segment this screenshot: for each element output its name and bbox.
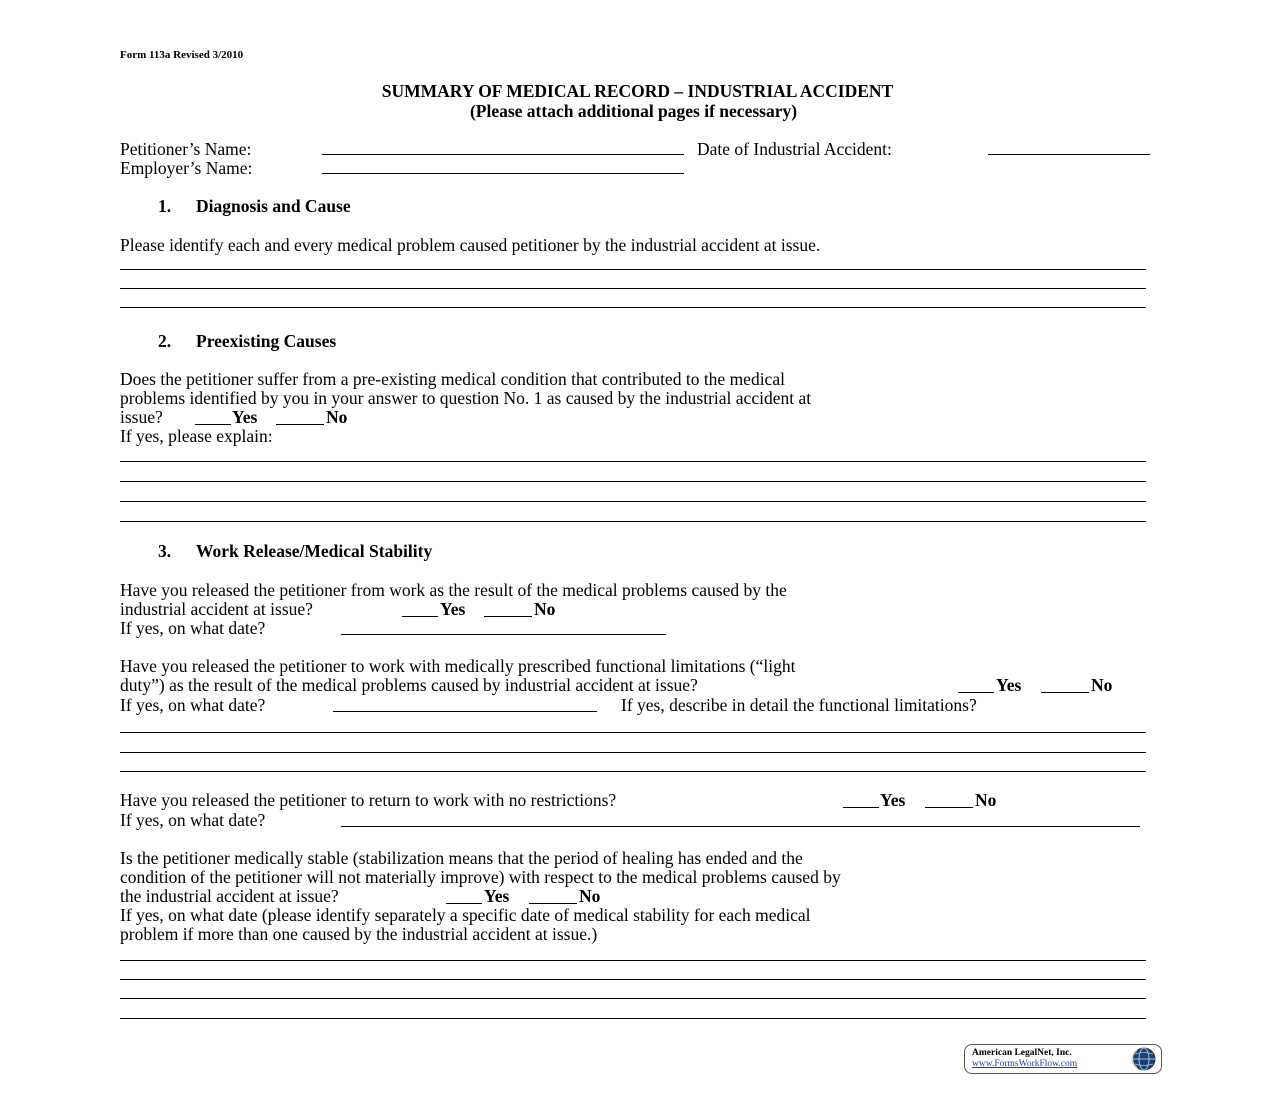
stability-no-blank[interactable] xyxy=(529,903,577,904)
light-duty-question-line-1: Have you released the petitioner to work with medically prescribed functional limitations (“light xyxy=(120,656,796,676)
form-title: SUMMARY OF MEDICAL RECORD – INDUSTRIAL ACCIDENT xyxy=(381,81,894,101)
preexisting-no-blank[interactable] xyxy=(276,424,324,425)
light-duty-yes-label: Yes xyxy=(996,675,1022,695)
light-duty-no-blank[interactable] xyxy=(1041,692,1089,693)
release-date-label: If yes, on what date? xyxy=(120,618,266,638)
preexisting-yes-label: Yes xyxy=(232,407,258,427)
light-duty-yes-blank[interactable] xyxy=(958,692,994,693)
diagnosis-answer-line-1[interactable] xyxy=(120,269,1146,270)
publisher-url-link[interactable]: www.FormsWorkFlow.com xyxy=(972,1059,1078,1069)
light-duty-answer-line-2[interactable] xyxy=(120,752,1146,753)
stability-no-label: No xyxy=(579,886,601,906)
no-restrictions-no-blank[interactable] xyxy=(925,807,973,808)
accident-date-field[interactable] xyxy=(988,154,1150,155)
preexisting-yes-blank[interactable] xyxy=(195,424,231,425)
release-question-line-2: industrial accident at issue? xyxy=(120,599,313,619)
light-duty-question-line-2: duty”) as the result of the medical problems caused by industrial accident at issue? xyxy=(120,675,698,695)
light-duty-answer-line-3[interactable] xyxy=(120,771,1146,772)
form-subtitle: (Please attach additional pages if necessary) xyxy=(469,101,798,121)
globe-icon xyxy=(1131,1046,1157,1072)
no-restrictions-question: Have you released the petitioner to return to work with no restrictions? xyxy=(120,790,617,810)
petitioner-name-field[interactable] xyxy=(322,154,684,155)
accident-date-label: Date of Industrial Accident: xyxy=(697,139,892,159)
form-number: Form 113a Revised 3/2010 xyxy=(120,49,244,61)
section-2-number: 2. xyxy=(158,331,172,351)
section-2-question-line-3: issue? xyxy=(120,407,163,427)
preexisting-answer-line-2[interactable] xyxy=(120,481,1146,482)
stability-yes-label: Yes xyxy=(484,886,510,906)
light-duty-answer-line-1[interactable] xyxy=(120,732,1146,733)
section-1-number: 1. xyxy=(158,196,172,216)
stability-answer-line-1[interactable] xyxy=(120,960,1146,961)
diagnosis-answer-line-2[interactable] xyxy=(120,288,1146,289)
stability-question-line-2: condition of the petitioner will not materially improve) with respect to the medical problems caused by xyxy=(120,867,841,887)
preexisting-no-label: No xyxy=(326,407,348,427)
stability-date-line-2: problem if more than one caused by the industrial accident at issue.) xyxy=(120,924,598,944)
section-1-heading: Diagnosis and Cause xyxy=(196,196,351,216)
publisher-badge xyxy=(964,1044,1162,1074)
stability-answer-line-4[interactable] xyxy=(120,1018,1146,1019)
release-no-blank[interactable] xyxy=(484,616,532,617)
stability-date-line-1: If yes, on what date (please identify separately a specific date of medical stability for each medical xyxy=(120,905,811,925)
preexisting-answer-line-1[interactable] xyxy=(120,461,1146,462)
preexisting-answer-line-4[interactable] xyxy=(120,521,1146,522)
stability-answer-line-3[interactable] xyxy=(120,998,1146,999)
light-duty-describe-label: If yes, describe in detail the functional limitations? xyxy=(621,695,977,715)
stability-answer-line-2[interactable] xyxy=(120,979,1146,980)
section-3-heading: Work Release/Medical Stability xyxy=(196,541,433,561)
section-1-question: Please identify each and every medical problem caused petitioner by the industrial accident at issue. xyxy=(120,235,821,255)
no-restrictions-date-label: If yes, on what date? xyxy=(120,810,266,830)
stability-question-line-1: Is the petitioner medically stable (stabilization means that the period of healing has ended and the xyxy=(120,848,803,868)
employer-name-field[interactable] xyxy=(322,173,684,174)
stability-yes-blank[interactable] xyxy=(446,903,482,904)
petitioner-name-label: Petitioner’s Name: xyxy=(120,139,252,159)
release-no-label: No xyxy=(534,599,556,619)
section-2-question-line-1: Does the petitioner suffer from a pre-existing medical condition that contributed to the medical xyxy=(120,369,785,389)
section-3-number: 3. xyxy=(158,541,172,561)
employer-name-label: Employer’s Name: xyxy=(120,158,253,178)
section-2-question-line-2: problems identified by you in your answer to question No. 1 as caused by the industrial accident at xyxy=(120,388,812,408)
publisher-name: American LegalNet, Inc. xyxy=(972,1048,1072,1058)
light-duty-date-label: If yes, on what date? xyxy=(120,695,266,715)
release-yes-blank[interactable] xyxy=(402,616,438,617)
no-restrictions-yes-blank[interactable] xyxy=(843,807,879,808)
stability-question-line-3: the industrial accident at issue? xyxy=(120,886,339,906)
preexisting-answer-line-3[interactable] xyxy=(120,501,1146,502)
release-yes-label: Yes xyxy=(440,599,466,619)
section-2-heading: Preexisting Causes xyxy=(196,331,337,351)
light-duty-date-field[interactable] xyxy=(333,711,597,712)
release-question-line-1: Have you released the petitioner from work as the result of the medical problems caused by the xyxy=(120,580,787,600)
no-restrictions-no-label: No xyxy=(975,790,997,810)
release-date-field[interactable] xyxy=(341,634,666,635)
diagnosis-answer-line-3[interactable] xyxy=(120,307,1146,308)
light-duty-no-label: No xyxy=(1091,675,1113,695)
section-2-explain-label: If yes, please explain: xyxy=(120,426,273,446)
no-restrictions-yes-label: Yes xyxy=(880,790,906,810)
no-restrictions-date-field[interactable] xyxy=(341,826,1140,827)
